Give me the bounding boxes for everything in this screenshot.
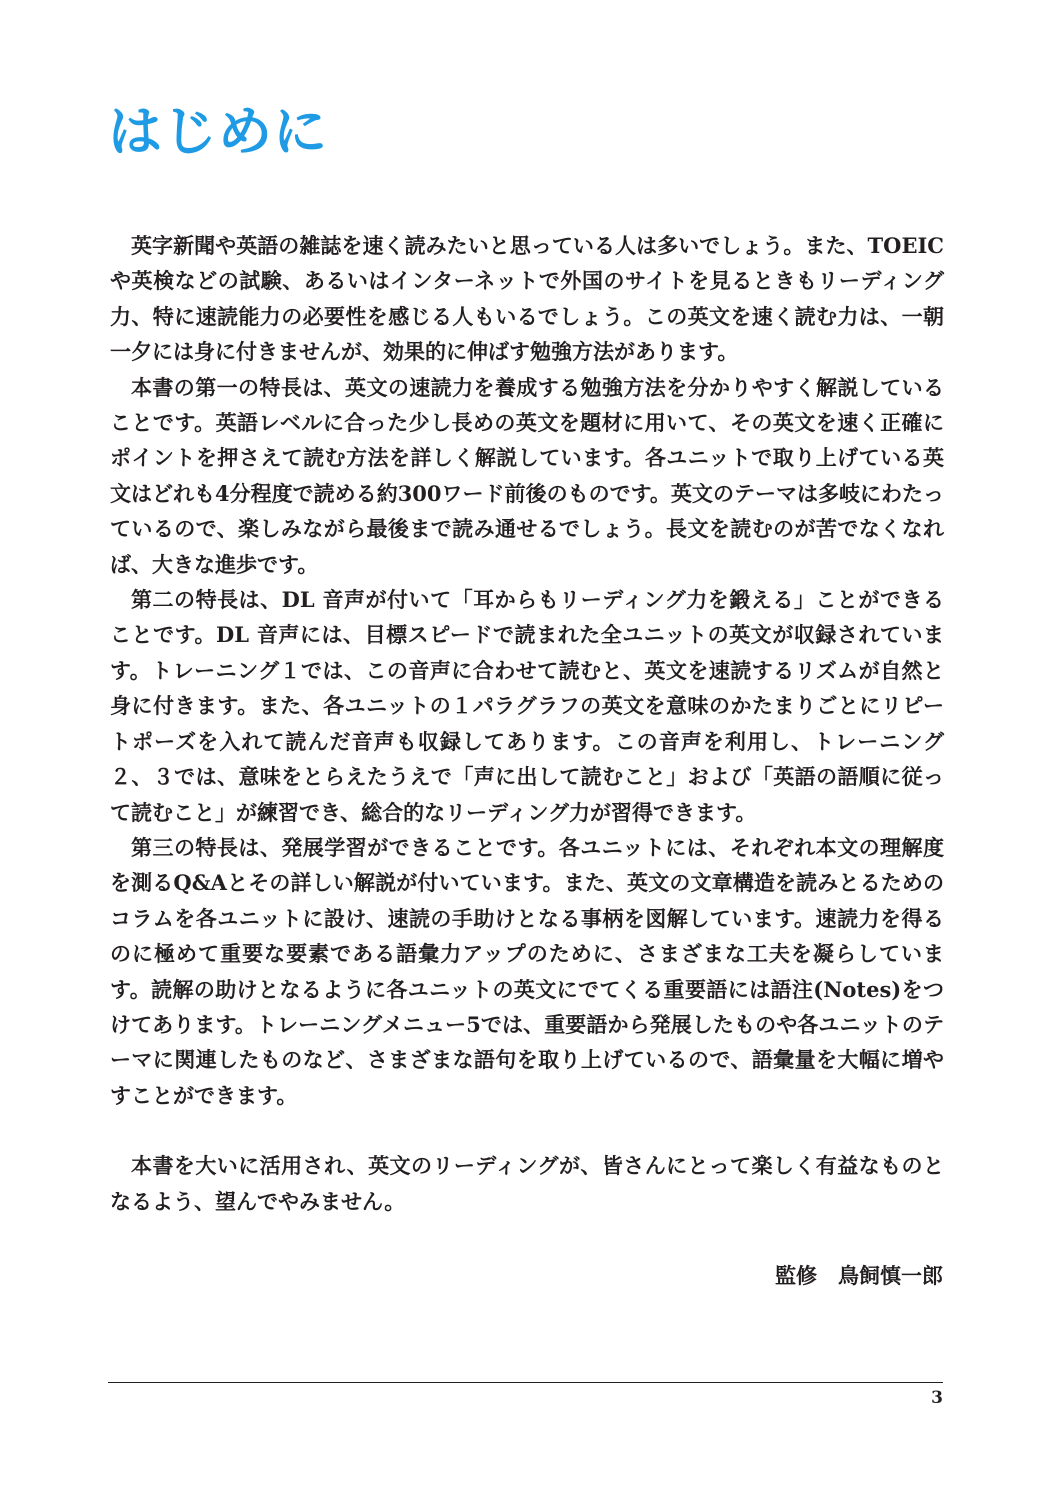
paragraph-feature-3: 第三の特長は、発展学習ができることです。各ユニットには、それぞれ本文の理解度を測るQ&Aとその詳しい解説が付いています。また、英文の文章構造を読みとるためのコラムを各ユニットに設け、速読の手助けとなる事柄を図解しています。速読力を得るのに極めて重要な要素である語彙力アップのために、さまざまな工夫を凝らしています。読解の助けとなるように各ユニットの英文にでてくる重要語には語注(Notes)をつけてあります。トレーニングメニュー5では、重要語から発展したものや各ユニットのテーマに関連したものなど、さまざまな語句を取り上げているので、語彙量を大幅に増やすことができます。	[110, 834, 944, 1108]
paragraph-intro: 英字新聞や英語の雑誌を速く読みたいと思っている人は多いでしょう。また、TOEIC や英検などの試験、あるいはインターネットで外国のサイトを見るときもリーディング力、特に速読能力の必要性を感じる人もいるでしょう。この英文を速く読む力は、一朝一夕には身に付きませんが、効果的に伸ばす勉強方法があります。	[110, 233, 944, 365]
paragraph-feature-1: 本書の第一の特長は、英文の速読力を養成する勉強方法を分かりやすく解説していることです。英語レベルに合った少し長めの英文を題材に用いて、その英文を速く正確にポイントを押さえて読む方法を詳しく解説しています。各ユニットで取り上げている英文はどれも4分程度で読める約300ワード前後のものです。英文のテーマは多岐にわたっているので、楽しみながら最後まで読み通せるでしょう。長文を読むのが苦でなくなれば、大きな進歩です。	[110, 374, 944, 577]
page-number: 3	[931, 1388, 943, 1408]
paragraph-feature-2: 第二の特長は、DL 音声が付いて「耳からもリーディング力を鍛える」ことができることです。DL 音声には、目標スピードで読まれた全ユニットの英文が収録されています。トレーニング１では、この音声に合わせて読むと、英文を速読するリズムが自然と身に付きます。また、各ユニットの１パラグラフの英文を意味のかたまりごとにリピートポーズを入れて読んだ音声も収録してあります。この音声を利用し、トレーニング２、３では、意味をとらえたうえで「声に出して読むこと」および「英語の語順に従って読むこと」が練習でき、総合的なリーディング力が習得できます。	[110, 587, 944, 825]
page-title: はじめに	[108, 100, 328, 163]
paragraph-closing: 本書を大いに活用され、英文のリーディングが、皆さんにとって楽しく有益なものとなるよう、望んでやみません。	[110, 1153, 944, 1214]
body-text	[110, 228, 944, 1219]
author-signature: 監修 鳥飼慎一郎	[775, 1263, 943, 1288]
footer-divider	[108, 1382, 943, 1383]
